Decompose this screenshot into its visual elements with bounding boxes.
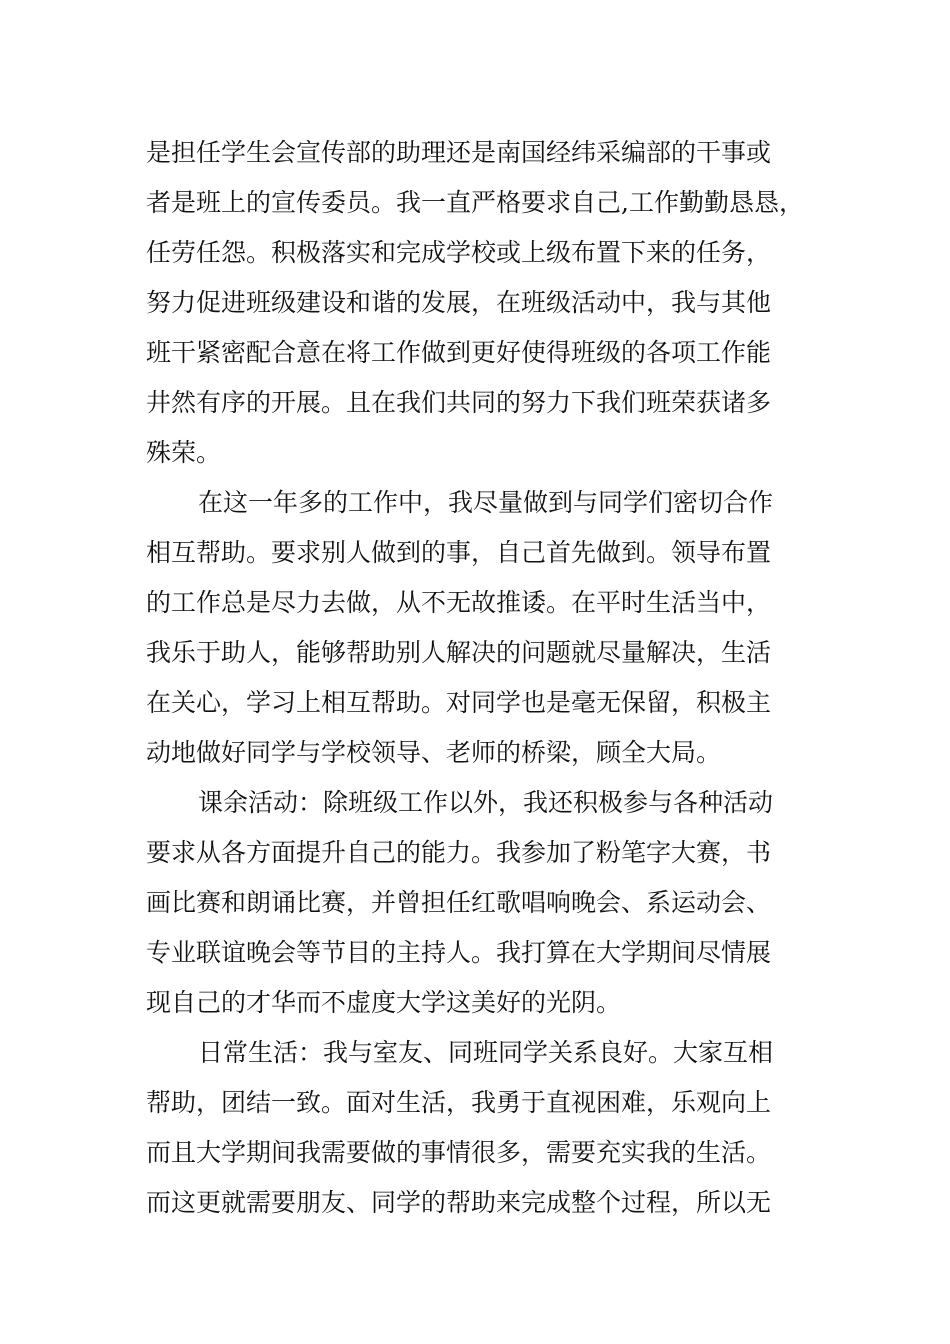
- text-line: 而且大学期间我需要做的事情很多，需要充实我的生活。: [146, 1138, 772, 1167]
- text-line: 帮助，团结一致。面对生活，我勇于直视困难，乐观向上: [146, 1088, 772, 1117]
- text-line: 殊荣。: [146, 438, 222, 467]
- text-line: 相互帮助。要求别人做到的事，自己首先做到。领导布置: [146, 538, 772, 567]
- text-line: 班干紧密配合意在将工作做到更好使得班级的各项工作能: [146, 338, 772, 367]
- text-line: 动地做好同学与学校领导、老师的桥梁，顾全大局。: [146, 738, 722, 767]
- text-line: 画比赛和朗诵比赛，并曾担任红歌唱响晚会、系运动会、: [146, 888, 772, 917]
- paragraph-first-line: 在这一年多的工作中，我尽量做到与同学们密切合作: [198, 488, 774, 517]
- text-line: 者是班上的宣传委员。我一直严格要求自己,工作勤勤恳恳，: [146, 188, 804, 217]
- text-line: 的工作总是尽力去做，从不无故推诿。在平时生活当中，: [146, 588, 772, 617]
- paragraph-first-line: 课余活动：除班级工作以外，我还积极参与各种活动: [198, 788, 774, 817]
- text-line: 现自己的才华而不虚度大学这美好的光阴。: [146, 988, 622, 1017]
- text-line: 井然有序的开展。且在我们共同的努力下我们班荣获诸多: [146, 388, 772, 417]
- text-line: 在关心，学习上相互帮助。对同学也是毫无保留，积极主: [146, 688, 772, 717]
- text-line: 而这更就需要朋友、同学的帮助来完成整个过程，所以无: [146, 1188, 772, 1217]
- text-line: 是担任学生会宣传部的助理还是南国经纬采编部的干事或: [146, 138, 772, 167]
- text-line: 努力促进班级建设和谐的发展，在班级活动中，我与其他: [146, 288, 772, 317]
- text-line: 任劳任怨。积极落实和完成学校或上级布置下来的任务，: [146, 238, 772, 267]
- text-line: 要求从各方面提升自己的能力。我参加了粉笔字大赛，书: [146, 838, 772, 867]
- text-line: 专业联谊晚会等节目的主持人。我打算在大学期间尽情展: [146, 938, 772, 967]
- paragraph-first-line: 日常生活：我与室友、同班同学关系良好。大家互相: [198, 1038, 774, 1067]
- text-line: 我乐于助人，能够帮助别人解决的问题就尽量解决，生活: [146, 638, 772, 667]
